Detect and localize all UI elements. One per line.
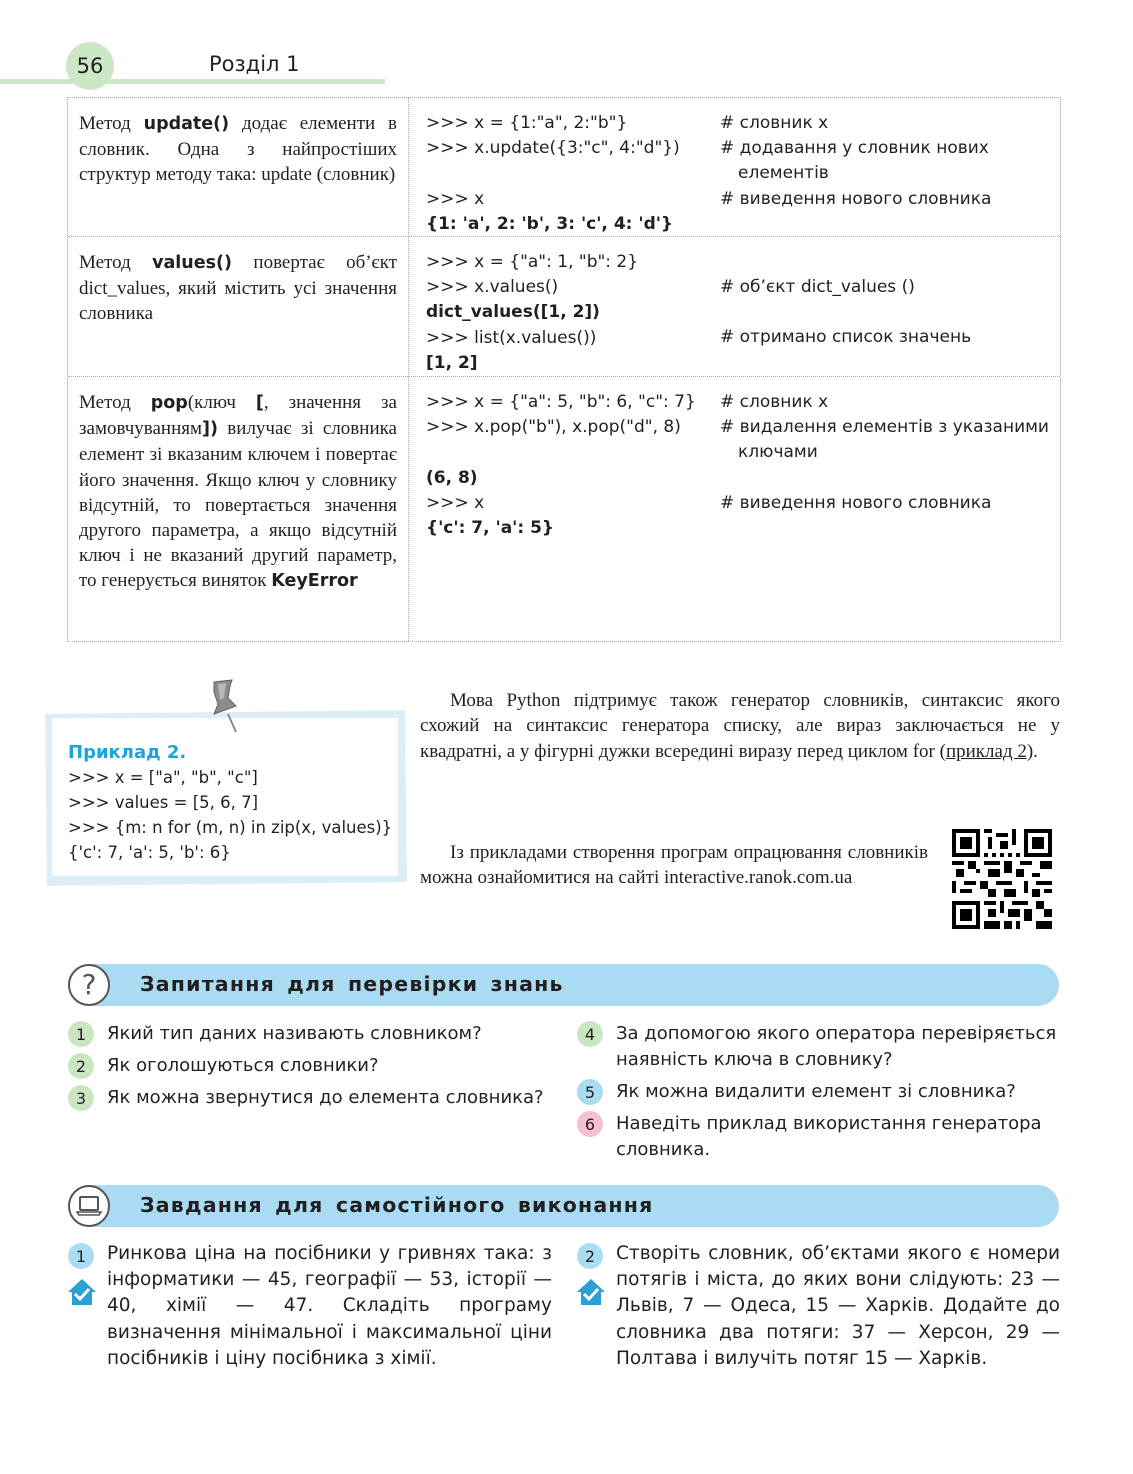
qr-code-icon[interactable] <box>952 829 1052 929</box>
question-item: Як можна видалити елемент зі словника? <box>616 1081 1016 1102</box>
table-row-update-desc: Метод update() додає елементи в словник. Одна з найпростіших структур методу така: update (словник) <box>79 113 398 186</box>
example-code-line: >>> {m: n for (m, n) in zip(x, values)} <box>68 818 393 837</box>
example-link[interactable]: приклад 2 <box>945 740 1027 762</box>
task-number: 2 <box>577 1243 603 1269</box>
question-item: Наведіть приклад використання генератора словника. <box>616 1113 1042 1160</box>
question-number: 4 <box>577 1021 603 1047</box>
question-number: 6 <box>577 1111 603 1137</box>
methods-table <box>67 97 1061 642</box>
task-item: Створіть словник, об’єктами якого є номери потягів і міста, до яких вони слідують: 23 — Львів, 7 — Одеса, 15 — Харків. Додайте до словника два потяги: 37 — Херсон, 29 — Полтава і вилучіть потяг 15 — Харків. <box>616 1243 1060 1369</box>
table-row-pop-comments: # словник x # видалення елементів з указаними ключами # виведення нового словника <box>720 392 1049 513</box>
question-number: 3 <box>68 1085 94 1111</box>
tasks-section-title: Завдання для самостійного виконання <box>140 1193 654 1217</box>
table-row-values-desc: Метод values() повертає об’єкт dict_values, який містить усі значення словника <box>79 252 397 325</box>
home-task-icon <box>66 1276 98 1308</box>
table-row-pop-desc: Метод pop(ключ [, значення за замовчуванням]) вилучає зі словника елемент зі вказаним ключем і повертає його значення. Якщо ключ у словнику відсутній, то повертається значення другого параметра, а якщо відсутній ключ і не вказаний другий параметр, то генерується виняток KeyError <box>79 392 397 592</box>
page-number <box>66 42 114 90</box>
task-number: 1 <box>68 1243 94 1269</box>
table-row-pop-code: >>> x = {"a": 5, "b": 6, "c": 7} >>> x.pop("b"), x.pop("d", 8) (6, 8) >>> x {'c': 7, 'a': 5} <box>426 392 696 539</box>
table-row-update-comments: # словник x # додавання у словник нових елементів # виведення нового словника <box>720 113 992 209</box>
home-task-icon <box>575 1276 607 1308</box>
table-row-values-comments: # об’єкт dict_values () # отримано список значень <box>720 277 972 348</box>
question-item: Як оголошуються словники? <box>107 1055 379 1076</box>
task-item: Ринкова ціна на посібники у гривнях така: з інформатики — 45, географії — 53, історії — 40, хімії — 47. Складіть програму визначення мінімальної і максимальної ціни посібників і ціну посібника з хімії. <box>107 1243 552 1369</box>
question-number: 1 <box>68 1021 94 1047</box>
question-item: Як можна звернутися до елемента словника? <box>107 1087 544 1108</box>
example-code-line: >>> values = [5, 6, 7] <box>68 793 259 812</box>
laptop-icon <box>68 1185 110 1227</box>
table-row-divider <box>68 376 1060 377</box>
table-row-values-code: >>> x = {"a": 1, "b": 2} >>> x.values() dict_values([1, 2]) >>> list(x.values()) [1, 2] <box>426 252 639 373</box>
question-number: 2 <box>68 1053 94 1079</box>
question-item: За допомогою якого оператора перевіряється наявність ключа в словнику? <box>616 1023 1057 1070</box>
table-divider <box>408 98 409 641</box>
table-row-update-code: >>> x = {1:"a", 2:"b"} >>> x.update({3:"c", 4:"d"}) >>> x {1: 'a', 2: 'b', 3: 'c', 4: 'd'} <box>426 113 680 234</box>
chapter-title: Розділ 1 <box>209 52 300 76</box>
header-rule <box>0 79 385 84</box>
question-mark-icon: ? <box>68 964 110 1006</box>
question-number: 5 <box>577 1079 603 1105</box>
question-item: Який тип даних називають словником? <box>107 1023 482 1044</box>
pushpin-icon <box>206 678 246 734</box>
example-code-line: >>> x = ["a", "b", "c"] <box>68 768 258 787</box>
questions-section-title: Запитання для перевірки знань <box>140 972 564 996</box>
generator-paragraph: Мова Python підтримує також генератор словників, синтаксис якого схожий на синтаксис генератора списку, але вираз заключається не у квадратні, а у фігурні дужки всередині виразу перед циклом for (приклад 2). <box>420 690 1060 762</box>
example-code-line: {'c': 7, 'a': 5, 'b': 6} <box>68 843 231 862</box>
page-number-text: 56 <box>76 54 104 78</box>
example-title: Приклад 2. <box>68 742 187 763</box>
site-paragraph: Із прикладами створення програм опрацювання словників можна ознайомитися на сайті interactive.ranok.com.ua <box>420 842 928 889</box>
